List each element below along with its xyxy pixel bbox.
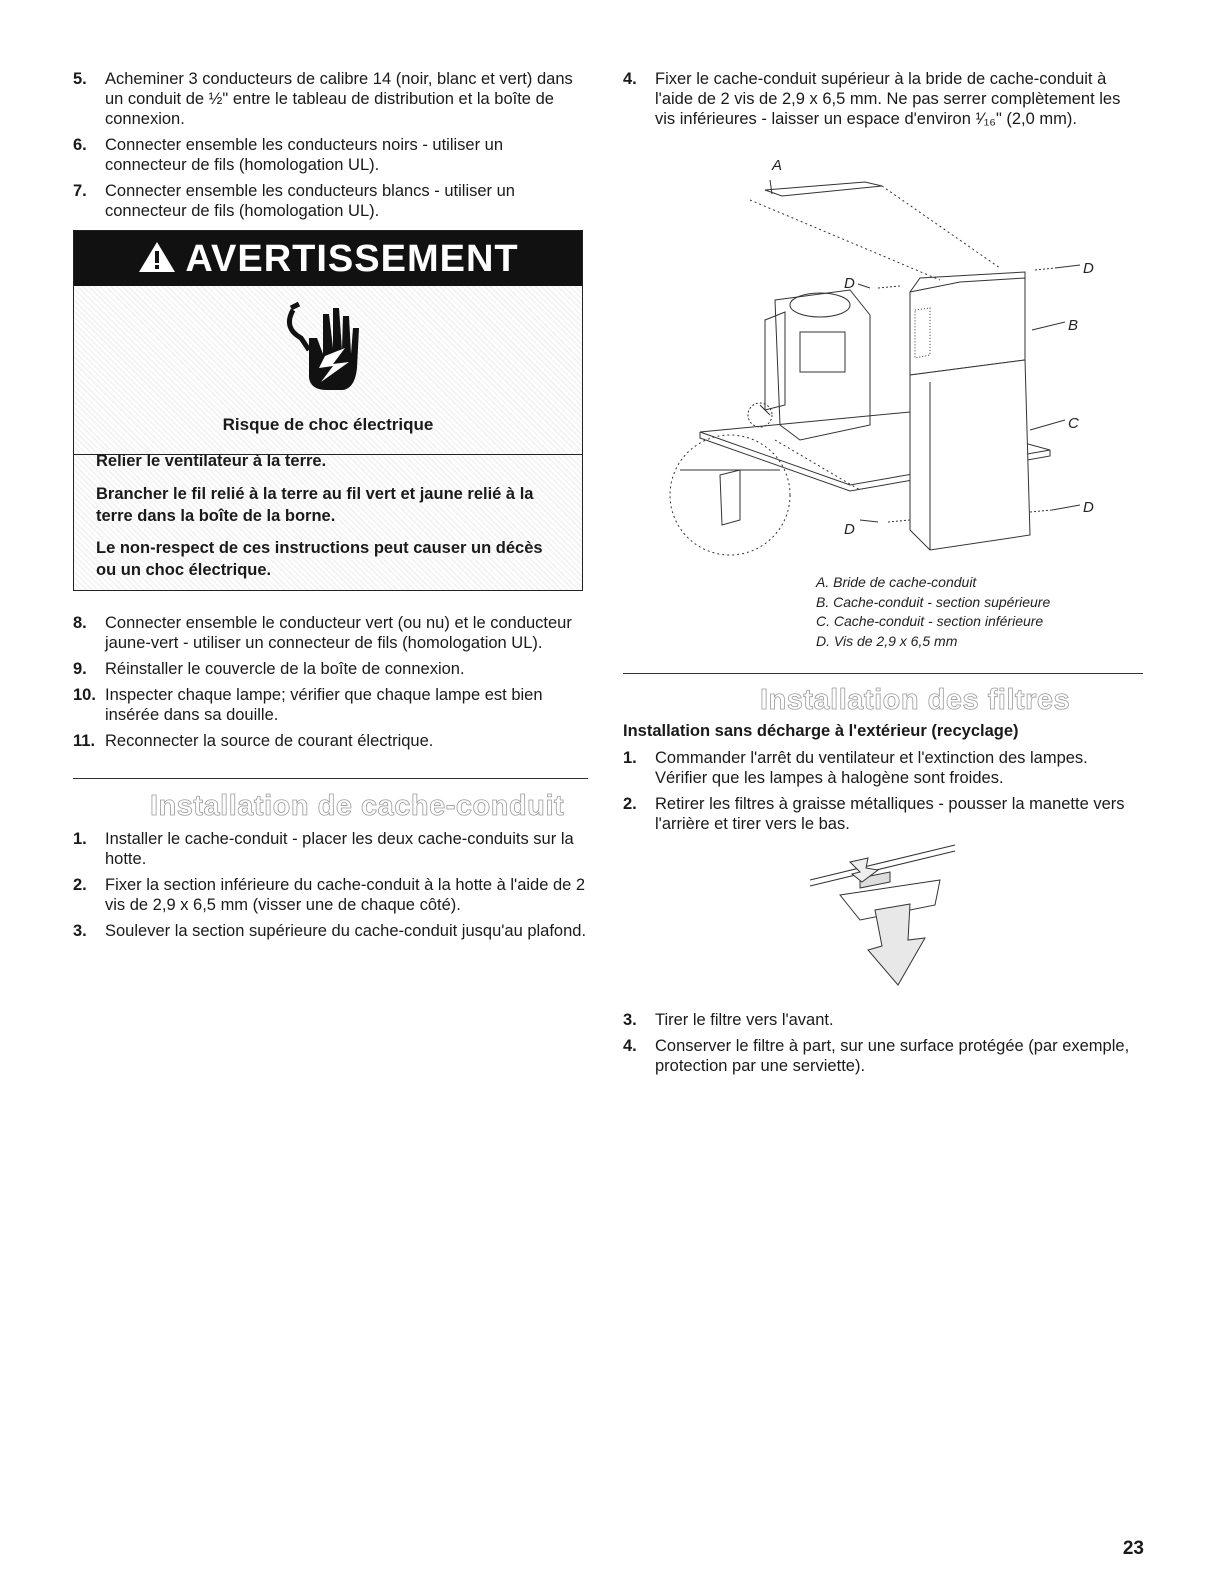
subheading-recyclage: Installation sans décharge à l'extérieur (recyclage) — [623, 722, 1019, 740]
list-item: 2. Fixer la section inférieure du cache-conduit à la hotte à l'aide de 2 vis de 2,9 x 6,5 mm (visser une de chaque côté). — [73, 876, 586, 914]
list-item: 1. Commander l'arrêt du ventilateur et l'extinction des lampes. Vérifier que les lampes à halogène sont froides. — [623, 749, 1088, 787]
warning-risk: Risque de choc électrique — [222, 415, 434, 434]
warning-triangle-icon — [137, 240, 177, 274]
cache-conduit-diagram — [660, 150, 1120, 570]
list-step-4 — [623, 69, 1143, 135]
section-title-cache-conduit: Installation de cache-conduit — [150, 790, 565, 822]
warning-line-3: Le non-respect de ces instructions peut causer un décès ou un choc électrique. — [96, 539, 543, 579]
label-d-top-right: D — [1083, 260, 1094, 277]
label-d-bottom-left: D — [844, 521, 855, 538]
list-cache-conduit-steps — [73, 829, 588, 947]
list-filter-steps-3-4 — [623, 1010, 1143, 1082]
list-item: 3. Tirer le filtre vers l'avant. — [623, 1011, 834, 1029]
list-item: 1. Installer le cache-conduit - placer les deux cache-conduits sur la hotte. — [73, 830, 574, 868]
page-number: 23 — [1122, 1538, 1144, 1559]
warning-box — [73, 230, 583, 591]
figure-captions: A. Bride de cache-conduit B. Cache-conduit - section supérieure C. Cache-conduit - section inférieure D. Vis de 2,9 x 6,5 mm — [816, 574, 1051, 649]
section-divider — [73, 778, 588, 779]
list-item: 7. Connecter ensemble les conducteurs blancs - utiliser un connecteur de fils (homologation UL). — [73, 182, 515, 220]
list-item: 2. Retirer les filtres à graisse métalliques - pousser la manette vers l'arrière et tirer vers le bas. — [623, 795, 1125, 833]
list-item: 4. Conserver le filtre à part, sur une surface protégée (par exemple, protection par une serviette). — [623, 1037, 1130, 1075]
list-item: 5. Acheminer 3 conducteurs de calibre 14 (noir, blanc et vert) dans un conduit de ½" entre le tableau de distribution et la boîte de connexion. — [73, 70, 573, 128]
label-c: C — [1068, 415, 1079, 432]
warning-line-1: Relier le ventilateur à la terre. — [96, 452, 327, 470]
list-item: 3. Soulever la section supérieure du cache-conduit jusqu'au plafond. — [73, 922, 587, 940]
list-filter-steps-1-2 — [623, 748, 1143, 840]
list-item: 10. Inspecter chaque lampe; vérifier que chaque lampe est bien insérée dans sa douille. — [73, 686, 543, 724]
list-item: 8. Connecter ensemble le conducteur vert (ou nu) et le conducteur jaune-vert - utiliser un connecteur de fils (homologation UL). — [73, 614, 572, 652]
warning-line-2: Brancher le fil relié à la terre au fil vert et jaune relié à la terre dans la boîte de la borne. — [96, 485, 534, 525]
label-d-bottom-right: D — [1083, 499, 1094, 516]
list-item: 6. Connecter ensemble les conducteurs noirs - utiliser un connecteur de fils (homologation UL). — [73, 136, 504, 174]
section-divider — [623, 673, 1143, 674]
list-steps-5-7 — [73, 69, 583, 227]
label-d-top-left: D — [844, 275, 855, 292]
section-title-filtres: Installation des filtres — [760, 684, 1071, 716]
label-b: B — [1068, 317, 1079, 334]
warning-header: AVERTISSEMENT — [74, 231, 582, 286]
list-item: 11. Reconnecter la source de courant électrique. — [73, 732, 434, 750]
list-steps-8-11 — [73, 613, 583, 757]
list-item: 4. Fixer le cache-conduit supérieur à la bride de cache-conduit à l'aide de 2 vis de 2,9 x 6,5 mm. Ne pas serrer complètement les vis inférieures - laisser un espace d'environ ¹⁄₁₆" (2,0 mm). — [623, 70, 1121, 128]
label-a: A — [772, 157, 783, 174]
filter-removal-diagram — [800, 840, 970, 1000]
electric-shock-hand-icon — [279, 298, 374, 393]
list-item: 9. Réinstaller le couvercle de la boîte de connexion. — [73, 660, 465, 678]
